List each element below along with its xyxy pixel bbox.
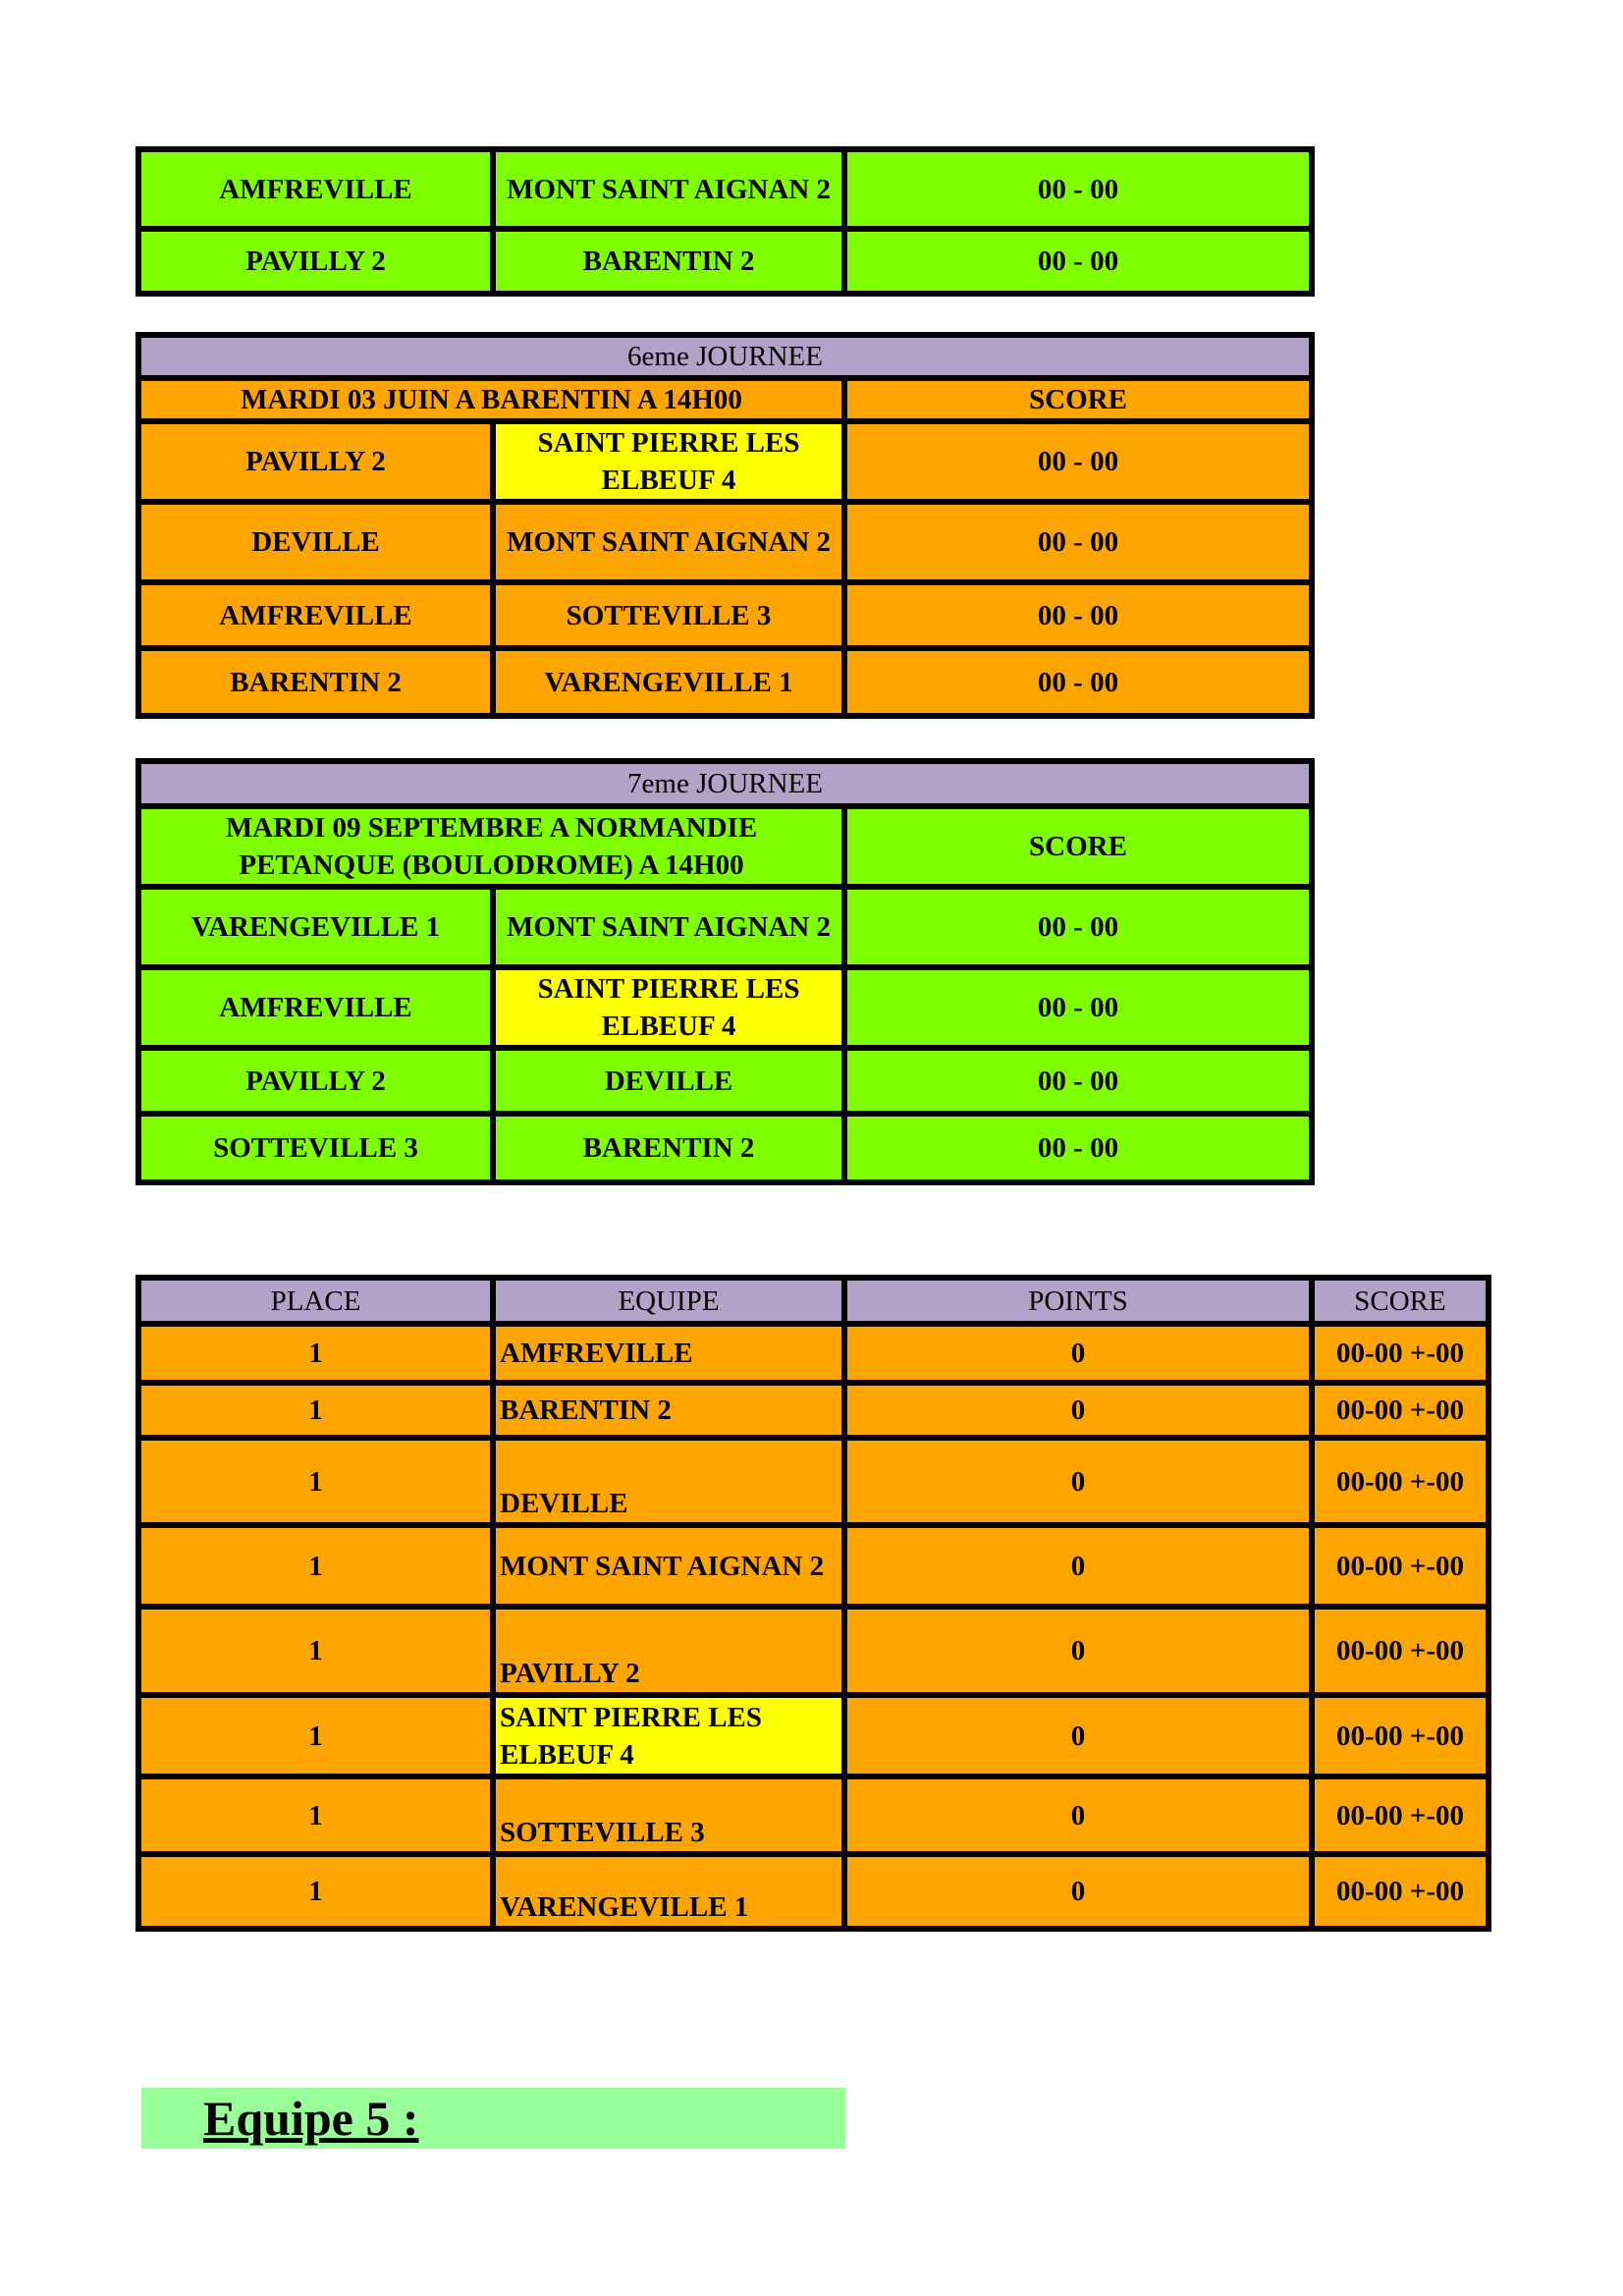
team-b: VARENGEVILLE 1 [493, 648, 844, 716]
match-row [138, 582, 1312, 648]
points: 0 [844, 1438, 1312, 1525]
team-b: DEVILLE [493, 1048, 844, 1114]
points: 0 [844, 1777, 1312, 1854]
match-score: 00 - 00 [844, 502, 1312, 582]
score: 00-00 +-00 [1312, 1607, 1488, 1695]
team-b: MONT SAINT AIGNAN 2 [493, 502, 844, 582]
equipe-5-heading [141, 2088, 845, 2149]
points: 0 [844, 1525, 1312, 1607]
team-b: BARENTIN 2 [493, 1114, 844, 1182]
team-b: SAINT PIERRE LES ELBEUF 4 [493, 967, 844, 1048]
points: 0 [844, 1324, 1312, 1383]
points: 0 [844, 1383, 1312, 1438]
team-a: PAVILLY 2 [138, 421, 493, 502]
equipe: SAINT PIERRE LES ELBEUF 4 [493, 1695, 844, 1777]
header-points: POINTS [844, 1278, 1312, 1324]
team-a: PAVILLY 2 [138, 229, 493, 294]
equipe: VARENGEVILLE 1 [493, 1854, 844, 1929]
points: 0 [844, 1695, 1312, 1777]
equipe: SOTTEVILLE 3 [493, 1777, 844, 1854]
match-row [138, 1048, 1312, 1114]
match-score: 00 - 00 [844, 1114, 1312, 1182]
journee-subtitle: MARDI 09 SEPTEMBRE A NORMANDIE PETANQUE (BOULODROME) A 14H00 [138, 806, 844, 887]
standings-row [138, 1777, 1488, 1854]
equipe: AMFREVILLE [493, 1324, 844, 1383]
journee5-table [135, 146, 1315, 297]
score: 00-00 +-00 [1312, 1777, 1488, 1854]
match-row [138, 648, 1312, 716]
header-score: SCORE [1312, 1278, 1488, 1324]
team-a: PAVILLY 2 [138, 1048, 493, 1114]
place: 1 [138, 1324, 493, 1383]
header-place: PLACE [138, 1278, 493, 1324]
points: 0 [844, 1854, 1312, 1929]
match-row [138, 421, 1312, 502]
score: 00-00 +-00 [1312, 1525, 1488, 1607]
team-a: AMFREVILLE [138, 582, 493, 648]
standings-row [138, 1854, 1488, 1929]
points: 0 [844, 1607, 1312, 1695]
standings-table [135, 1275, 1491, 1932]
match-score: 00 - 00 [844, 967, 1312, 1048]
match-row [138, 502, 1312, 582]
standings-row [138, 1525, 1488, 1607]
team-b: MONT SAINT AIGNAN 2 [493, 149, 844, 229]
team-b: MONT SAINT AIGNAN 2 [493, 887, 844, 967]
journee-subtitle: MARDI 03 JUIN A BARENTIN A 14H00 [138, 378, 844, 421]
journee-title: 6eme JOURNEE [138, 335, 1312, 378]
header-equipe: EQUIPE [493, 1278, 844, 1324]
equipe-5-label: Equipe 5 : [203, 2091, 419, 2146]
team-a: AMFREVILLE [138, 967, 493, 1048]
team-b: BARENTIN 2 [493, 229, 844, 294]
match-score: 00 - 00 [844, 229, 1312, 294]
standings-row [138, 1695, 1488, 1777]
team-a: SOTTEVILLE 3 [138, 1114, 493, 1182]
journee7-table [135, 758, 1315, 1185]
score-header: SCORE [844, 378, 1312, 421]
place: 1 [138, 1383, 493, 1438]
standings-row [138, 1438, 1488, 1525]
match-score: 00 - 00 [844, 149, 1312, 229]
score-header: SCORE [844, 806, 1312, 887]
team-b: SOTTEVILLE 3 [493, 582, 844, 648]
place: 1 [138, 1695, 493, 1777]
place: 1 [138, 1854, 493, 1929]
match-row [138, 1114, 1312, 1182]
match-row [138, 149, 1312, 229]
team-a: BARENTIN 2 [138, 648, 493, 716]
match-score: 00 - 00 [844, 648, 1312, 716]
score: 00-00 +-00 [1312, 1324, 1488, 1383]
equipe: DEVILLE [493, 1438, 844, 1525]
team-a: VARENGEVILLE 1 [138, 887, 493, 967]
match-score: 00 - 00 [844, 887, 1312, 967]
place: 1 [138, 1777, 493, 1854]
score: 00-00 +-00 [1312, 1383, 1488, 1438]
equipe: PAVILLY 2 [493, 1607, 844, 1695]
match-row [138, 967, 1312, 1048]
score: 00-00 +-00 [1312, 1695, 1488, 1777]
team-a: AMFREVILLE [138, 149, 493, 229]
standings-row [138, 1607, 1488, 1695]
standings-row [138, 1324, 1488, 1383]
match-score: 00 - 00 [844, 421, 1312, 502]
team-a: DEVILLE [138, 502, 493, 582]
match-row [138, 887, 1312, 967]
place: 1 [138, 1438, 493, 1525]
standings-row [138, 1383, 1488, 1438]
team-b: SAINT PIERRE LES ELBEUF 4 [493, 421, 844, 502]
equipe: BARENTIN 2 [493, 1383, 844, 1438]
match-row [138, 229, 1312, 294]
place: 1 [138, 1525, 493, 1607]
equipe: MONT SAINT AIGNAN 2 [493, 1525, 844, 1607]
score: 00-00 +-00 [1312, 1854, 1488, 1929]
match-score: 00 - 00 [844, 1048, 1312, 1114]
place: 1 [138, 1607, 493, 1695]
journee-title: 7eme JOURNEE [138, 761, 1312, 806]
match-score: 00 - 00 [844, 582, 1312, 648]
journee6-table [135, 332, 1315, 719]
standings-header-row [138, 1278, 1488, 1324]
score: 00-00 +-00 [1312, 1438, 1488, 1525]
